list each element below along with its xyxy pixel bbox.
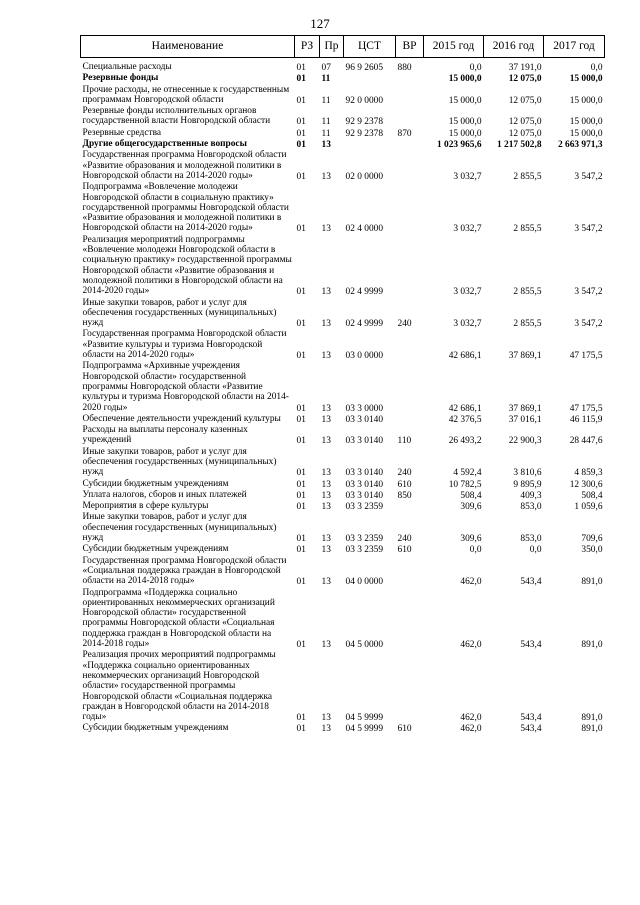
row-cst: 03 3 2359 — [345, 534, 383, 545]
table-row — [81, 425, 605, 447]
row-rz: 01 — [296, 63, 306, 73]
row-cst: 03 3 0140 — [345, 436, 383, 447]
row-name: Прочие расходы, не отнесенные к государственным программам Новгородской области — [82, 84, 290, 105]
table-row — [81, 150, 605, 182]
row-2016: 2 855,5 — [513, 287, 542, 298]
row-2017: 15 000,0 — [569, 128, 603, 139]
table-body — [81, 58, 605, 735]
table-row — [81, 447, 605, 479]
row-2017: 3 547,2 — [574, 287, 603, 298]
row-vr: 850 — [397, 490, 412, 501]
row-2015: 462,0 — [460, 713, 482, 724]
row-vr — [396, 556, 424, 588]
row-cst: 04 5 9999 — [345, 713, 383, 724]
row-vr — [396, 235, 424, 298]
row-2017: 3 547,2 — [574, 224, 603, 235]
row-2017: 3 547,2 — [574, 319, 603, 330]
row-2015: 26 493,2 — [448, 436, 482, 447]
row-2016: 2 855,5 — [513, 319, 542, 330]
row-2016: 543,4 — [520, 577, 542, 588]
row-2015: 42 376,5 — [448, 414, 482, 425]
row-pr: 13 — [321, 545, 331, 556]
page-number: 127 — [310, 16, 330, 31]
row-2016: 853,0 — [520, 502, 542, 513]
row-pr: 13 — [321, 490, 331, 501]
row-vr — [396, 414, 424, 425]
row-pr: 13 — [321, 171, 331, 182]
row-name: Государственная программа Новгородской области «Развитие культуры и туризма Новгородской области на 2014-2020 годы» — [82, 329, 287, 361]
row-rz: 01 — [296, 577, 306, 588]
row-cst: 02 4 9999 — [345, 319, 383, 330]
table-row — [81, 650, 605, 723]
row-rz: 01 — [296, 479, 306, 490]
table-row — [81, 361, 605, 413]
row-rz: 01 — [296, 74, 306, 85]
row-rz: 01 — [296, 502, 306, 513]
row-2015: 309,6 — [460, 534, 482, 545]
row-name: Расходы на выплаты персоналу казенных учреждений — [82, 425, 248, 446]
row-2017: 3 547,2 — [574, 171, 603, 182]
row-2015: 0,0 — [469, 63, 482, 73]
row-vr — [396, 139, 424, 150]
row-name: Резервные фонды исполнительных органов государственной власти Новгородской области — [82, 106, 271, 127]
row-name: Иные закупки товаров, работ и услуг для обеспечения государственных (муниципальных) нужд — [82, 446, 277, 478]
row-vr — [396, 361, 424, 413]
row-cst: 03 3 0000 — [345, 403, 383, 414]
row-name: Субсидии бюджетным учреждениям — [82, 723, 229, 734]
row-2016: 3 810,6 — [513, 468, 542, 479]
row-2017: 15 000,0 — [569, 74, 603, 85]
row-2015: 15 000,0 — [448, 128, 482, 139]
row-2015: 462,0 — [460, 724, 482, 735]
row-rz: 01 — [296, 545, 306, 556]
row-2017: 508,4 — [581, 490, 603, 501]
row-pr: 13 — [321, 640, 331, 651]
column-header-2015: 2015 год — [424, 36, 484, 58]
row-name: Подпрограмма «Вовлечение молодежи Новгородской области в социальную практику» государственной программы Новгородской области «Развитие образования и молодежной политики в Новгородской области на 2014-2020 годы» — [82, 182, 289, 234]
row-cst: 02 4 0000 — [345, 224, 383, 235]
table-row — [81, 588, 605, 651]
row-cst — [344, 73, 396, 84]
row-2015: 4 592,4 — [453, 468, 482, 479]
row-cst: 92 0 0000 — [345, 95, 383, 106]
row-name: Специальные расходы — [82, 62, 172, 72]
row-rz: 01 — [296, 171, 306, 182]
column-header-2016: 2016 год — [484, 36, 544, 58]
row-2017: 709,6 — [581, 534, 603, 545]
row-name: Другие общегосударственные вопросы — [82, 139, 247, 150]
row-cst: 96 9 2605 — [345, 63, 383, 73]
row-pr: 13 — [321, 319, 331, 330]
table-row — [81, 139, 605, 150]
row-2017: 891,0 — [581, 577, 603, 588]
row-2016: 543,4 — [520, 640, 542, 651]
row-cst: 03 3 2359 — [345, 502, 383, 513]
row-rz: 01 — [296, 468, 306, 479]
row-2016: 2 855,5 — [513, 224, 542, 235]
row-cst: 03 3 0140 — [345, 414, 383, 425]
row-2015: 3 032,7 — [453, 319, 482, 330]
row-vr: 240 — [397, 468, 412, 479]
row-cst: 92 9 2378 — [345, 117, 383, 128]
row-2015: 462,0 — [460, 577, 482, 588]
row-vr: 610 — [397, 724, 412, 735]
row-2017: 15 000,0 — [569, 117, 603, 128]
row-2016: 22 900,3 — [508, 436, 542, 447]
row-rz: 01 — [296, 287, 306, 298]
row-name: Обеспечение деятельности учреждений культуры — [82, 413, 281, 424]
header-row — [81, 36, 605, 58]
row-rz: 01 — [296, 414, 306, 425]
row-2017: 0,0 — [590, 63, 603, 73]
row-2017: 15 000,0 — [569, 95, 603, 106]
row-2015: 0,0 — [469, 545, 482, 556]
row-pr: 13 — [321, 724, 331, 735]
table-row — [81, 58, 605, 74]
row-pr: 13 — [321, 403, 331, 414]
row-2016: 409,3 — [520, 490, 542, 501]
row-pr: 13 — [321, 224, 331, 235]
row-pr: 11 — [321, 128, 331, 139]
row-cst: 03 3 0140 — [345, 479, 383, 490]
row-pr: 11 — [321, 117, 331, 128]
row-2015: 15 000,0 — [448, 74, 482, 85]
row-name: Резервные средства — [82, 127, 162, 138]
table-row — [81, 414, 605, 425]
row-2016: 12 075,0 — [508, 95, 542, 106]
row-2016: 2 855,5 — [513, 171, 542, 182]
row-cst: 03 3 0140 — [345, 468, 383, 479]
row-rz: 01 — [296, 640, 306, 651]
row-2016: 0,0 — [529, 545, 542, 556]
table-row — [81, 128, 605, 139]
row-name: Реализация прочих мероприятий подпрограммы «Поддержка социально ориентированных некоммерческих организаций Новгородской области» государственной программы Новгородской области «Социальная поддержка граждан в Новгородской области на 2014-2018 годы» — [82, 650, 276, 723]
row-rz: 01 — [296, 95, 306, 106]
row-cst: 03 3 0140 — [345, 490, 383, 501]
row-2016: 543,4 — [520, 724, 542, 735]
row-2015: 462,0 — [460, 640, 482, 651]
column-header-vr: ВР — [396, 36, 424, 58]
row-2017: 2 663 971,3 — [557, 140, 603, 151]
row-2017: 28 447,6 — [569, 436, 603, 447]
table-row — [81, 512, 605, 544]
row-2016: 12 075,0 — [508, 117, 542, 128]
row-rz: 01 — [296, 117, 306, 128]
row-cst: 04 5 0000 — [345, 640, 383, 651]
row-pr: 13 — [321, 468, 331, 479]
table-row — [81, 501, 605, 512]
row-name: Иные закупки товаров, работ и услуг для обеспечения государственных (муниципальных) нужд — [82, 512, 277, 544]
row-name: Субсидии бюджетным учреждениям — [82, 478, 229, 489]
row-2017: 46 115,9 — [570, 414, 603, 425]
row-vr — [396, 150, 424, 182]
table-row — [81, 106, 605, 128]
row-rz: 01 — [296, 403, 306, 414]
row-name: Резервные фонды — [82, 73, 159, 84]
row-2015: 42 686,1 — [448, 403, 482, 414]
row-pr: 13 — [321, 479, 331, 490]
row-2016: 543,4 — [520, 713, 542, 724]
row-pr: 13 — [321, 713, 331, 724]
row-vr: 880 — [397, 63, 412, 73]
row-2016: 37 869,1 — [508, 403, 542, 414]
row-2017: 12 300,6 — [569, 479, 603, 490]
row-pr: 13 — [321, 577, 331, 588]
row-pr: 13 — [321, 414, 331, 425]
row-vr: 240 — [397, 319, 412, 330]
row-pr: 13 — [321, 534, 331, 545]
row-pr: 13 — [321, 502, 331, 513]
row-cst: 92 9 2378 — [345, 128, 383, 139]
row-2016: 12 075,0 — [508, 74, 542, 85]
column-header-cst: ЦСТ — [344, 36, 396, 58]
row-2017: 891,0 — [581, 640, 603, 651]
table-row — [81, 544, 605, 555]
row-vr: 610 — [397, 545, 412, 556]
row-pr: 13 — [321, 436, 331, 447]
row-2016: 1 217 502,8 — [496, 140, 542, 151]
row-cst — [344, 139, 396, 150]
row-rz: 01 — [296, 724, 306, 735]
row-2015: 3 032,7 — [453, 287, 482, 298]
row-2016: 37 016,1 — [508, 414, 542, 425]
row-rz: 01 — [296, 128, 306, 139]
row-name: Иные закупки товаров, работ и услуг для обеспечения государственных (муниципальных) нужд — [82, 297, 277, 329]
row-rz: 01 — [296, 224, 306, 235]
row-name: Государственная программа Новгородской области «Социальная поддержка граждан в Новгородской области на 2014-2018 годы» — [82, 555, 287, 587]
row-2015: 309,6 — [460, 502, 482, 513]
row-vr — [396, 588, 424, 651]
table-row — [81, 329, 605, 361]
row-cst: 02 4 9999 — [345, 287, 383, 298]
row-rz: 01 — [296, 319, 306, 330]
row-2016: 853,0 — [520, 534, 542, 545]
row-2015: 15 000,0 — [448, 95, 482, 106]
row-name: Субсидии бюджетным учреждениям — [82, 544, 229, 555]
row-vr: 240 — [397, 534, 412, 545]
row-2017: 1 059,6 — [574, 502, 603, 513]
table-row — [81, 723, 605, 734]
row-2016: 37 869,1 — [508, 351, 542, 362]
budget-table — [80, 35, 605, 735]
row-2017: 891,0 — [581, 713, 603, 724]
row-2015: 1 023 965,6 — [436, 140, 482, 151]
row-pr: 13 — [321, 287, 331, 298]
row-cst: 03 3 2359 — [345, 545, 383, 556]
row-vr — [396, 73, 424, 84]
row-pr: 13 — [321, 140, 331, 151]
row-2016: 9 895,9 — [513, 479, 542, 490]
row-cst: 04 5 9999 — [345, 724, 383, 735]
row-2015: 3 032,7 — [453, 171, 482, 182]
column-header-rz: РЗ — [295, 36, 320, 58]
row-name: Уплата налогов, сборов и иных платежей — [82, 489, 247, 500]
row-cst: 04 0 0000 — [345, 577, 383, 588]
table-row — [81, 182, 605, 234]
row-rz: 01 — [296, 713, 306, 724]
column-header-pr: Пр — [320, 36, 344, 58]
row-pr: 13 — [321, 351, 331, 362]
row-rz: 01 — [296, 351, 306, 362]
row-2015: 42 686,1 — [448, 351, 482, 362]
table-row — [81, 85, 605, 107]
row-pr: 11 — [321, 74, 331, 85]
row-vr: 110 — [397, 436, 412, 447]
row-name: Подпрограмма «Поддержка социально ориентированных некоммерческих организаций Новгородской области» государственной программы Новгородской области «Социальная поддержка граждан в Новгородской области на 2014-2018 годы» — [82, 587, 275, 650]
row-2015: 3 032,7 — [453, 224, 482, 235]
row-2017: 4 859,3 — [574, 468, 603, 479]
column-header-name: Наименование — [81, 36, 295, 58]
row-cst: 02 0 0000 — [345, 171, 383, 182]
row-vr — [396, 182, 424, 234]
row-cst: 03 0 0000 — [345, 351, 383, 362]
row-vr — [396, 329, 424, 361]
table-row — [81, 556, 605, 588]
row-vr — [396, 85, 424, 107]
table-row — [81, 479, 605, 490]
row-rz: 01 — [296, 490, 306, 501]
row-pr: 07 — [321, 63, 331, 73]
row-name: Мероприятия в сфере культуры — [82, 501, 209, 512]
table-header — [81, 36, 605, 58]
row-2017: 350,0 — [581, 545, 603, 556]
row-2016: 12 075,0 — [508, 128, 542, 139]
table-row — [81, 73, 605, 84]
row-2017: 891,0 — [581, 724, 603, 735]
row-2016: 37 191,0 — [508, 63, 542, 73]
row-vr — [396, 106, 424, 128]
row-vr: 870 — [397, 128, 412, 139]
row-2017: 47 175,5 — [569, 403, 603, 414]
row-rz: 01 — [296, 534, 306, 545]
table-row — [81, 235, 605, 298]
table-row — [81, 298, 605, 330]
column-header-2017: 2017 год — [544, 36, 605, 58]
row-vr: 610 — [397, 479, 412, 490]
row-rz: 01 — [296, 436, 306, 447]
row-rz: 01 — [296, 140, 306, 151]
row-2015: 508,4 — [460, 490, 482, 501]
row-2015: 15 000,0 — [448, 117, 482, 128]
row-vr — [396, 501, 424, 512]
row-vr — [396, 650, 424, 723]
table-row — [81, 490, 605, 501]
row-pr: 11 — [321, 95, 331, 106]
row-2017: 47 175,5 — [569, 351, 603, 362]
row-name: Государственная программа Новгородской области «Развитие образования и молодежной политики в Новгородской области на 2014-2020 годы» — [82, 150, 287, 181]
row-2015: 10 782,5 — [448, 479, 482, 490]
row-name: Реализация мероприятий подпрограммы «Вовлечение молодежи Новгородской области в социальную практику» государственной программы Новгородской области «Развитие образования и молодежной политики в Новгородской области на 2014-2020 годы» — [82, 234, 292, 297]
row-name: Подпрограмма «Архивные учреждения Новгородской области» государственной программы Новгородской области «Развитие культуры и туризма Новгородской области на 2014-2020 годы» — [82, 361, 289, 413]
